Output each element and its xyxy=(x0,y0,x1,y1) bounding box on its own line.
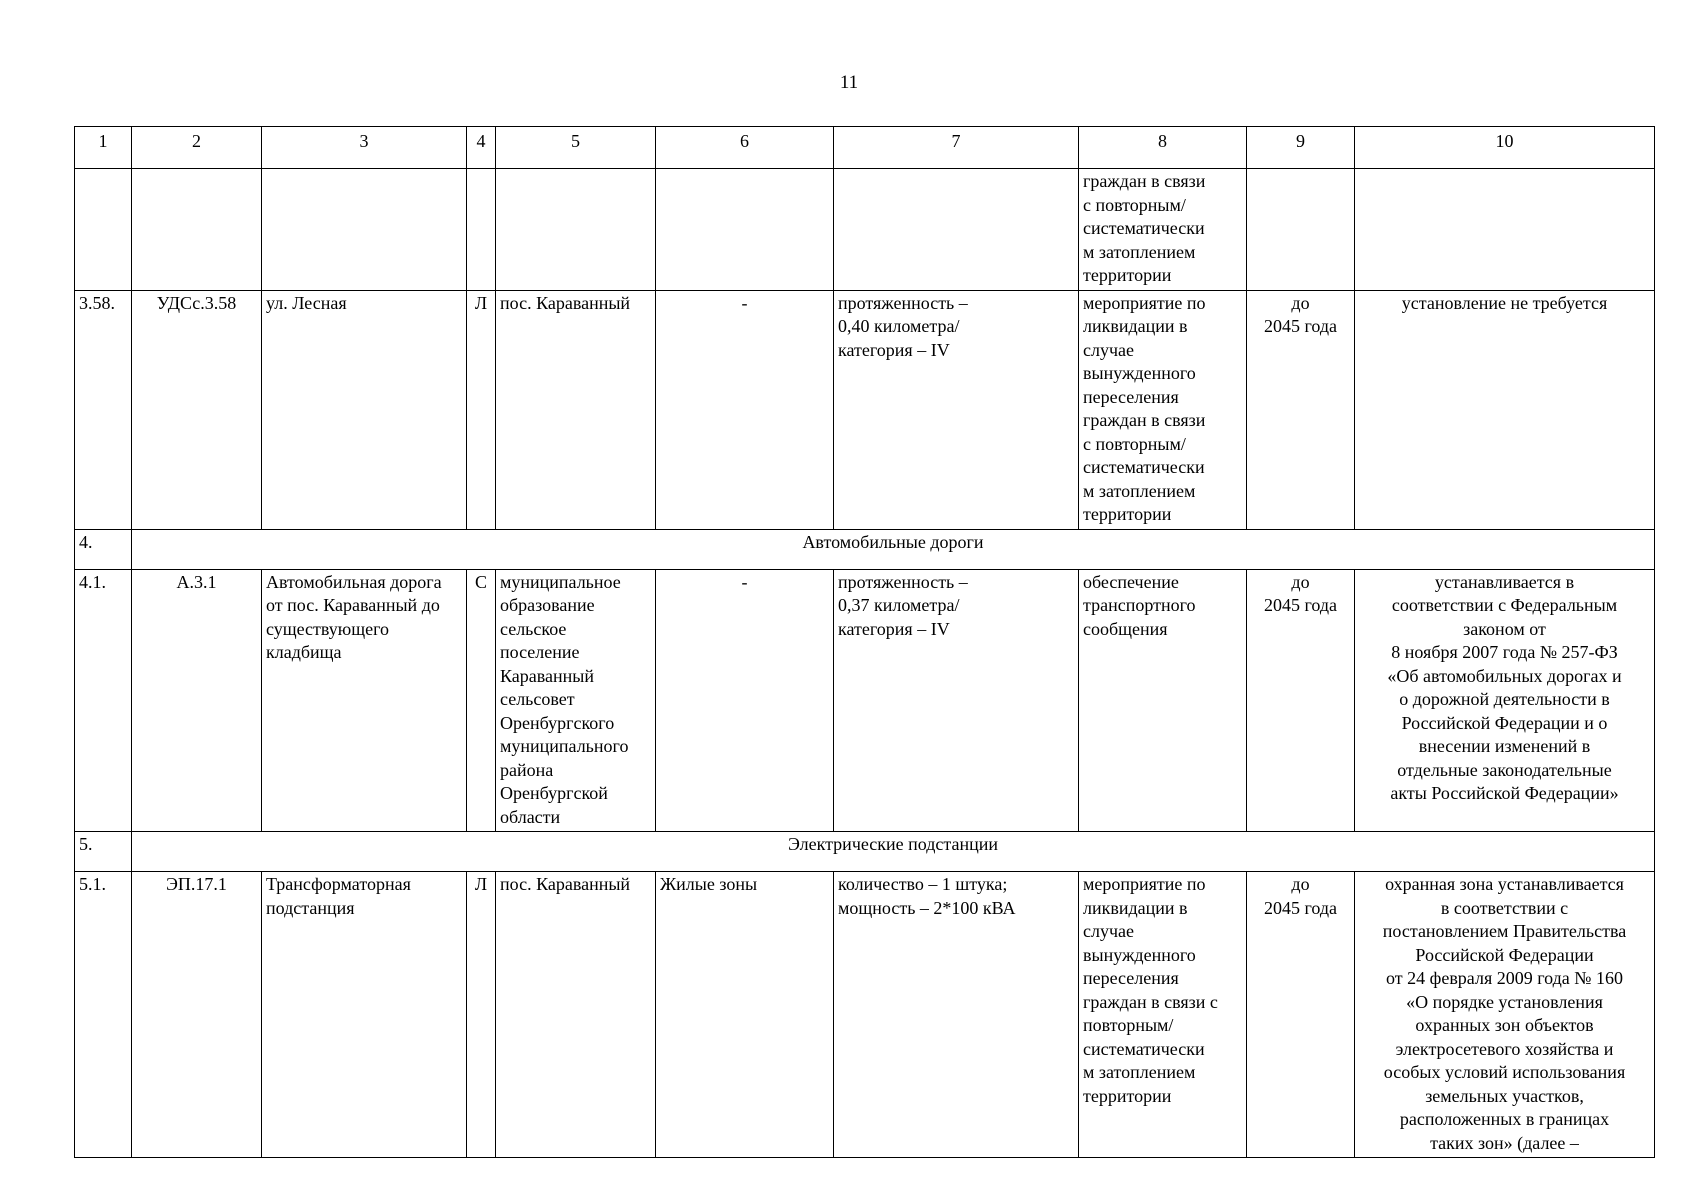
location: пос. Караванный xyxy=(496,290,656,529)
object-name: Автомобильная дорога от пос. Караванный до существующего кладбища xyxy=(262,569,467,832)
header-cell: 3 xyxy=(262,127,467,169)
object-name: Трансформаторная подстанция xyxy=(262,872,467,1158)
zone: - xyxy=(656,569,834,832)
header-cell: 5 xyxy=(496,127,656,169)
object-name: ул. Лесная xyxy=(262,290,467,529)
header-cell: 10 xyxy=(1355,127,1655,169)
location: пос. Караванный xyxy=(496,872,656,1158)
term: до 2045 года xyxy=(1247,569,1355,832)
restriction: установление не требуется xyxy=(1355,290,1655,529)
purpose-cell: граждан в связи с повторным/ систематически м затоплением территории xyxy=(1079,169,1247,291)
term: до 2045 года xyxy=(1247,872,1355,1158)
continuation-row xyxy=(75,169,1655,291)
object-code: А.3.1 xyxy=(132,569,262,832)
zone: Жилые зоны xyxy=(656,872,834,1158)
table-cell xyxy=(656,169,834,291)
table-row xyxy=(75,569,1655,832)
restriction: охранная зона устанавливается в соответствии с постановлением Правительства Российской Федерации от 24 февраля 2009 года № 160 «О порядке установления охранных зон объектов электросетевого хозяйства и особых условий использования земельных участков, расположенных в границах таких зон» (далее – xyxy=(1355,872,1655,1158)
row-number: 4.1. xyxy=(75,569,132,832)
object-code: ЭП.17.1 xyxy=(132,872,262,1158)
table-cell xyxy=(1355,169,1655,291)
section-number: 4. xyxy=(75,529,132,569)
table-cell xyxy=(132,169,262,291)
purpose: мероприятие по ликвидации в случае вынужденного переселения граждан в связи с повторным/ систематически м затоплением территории xyxy=(1079,872,1247,1158)
table-cell xyxy=(262,169,467,291)
row-number: 3.58. xyxy=(75,290,132,529)
location: муниципальное образование сельское поселение Караванный сельсовет Оренбургского муниципального района Оренбургской области xyxy=(496,569,656,832)
table-row xyxy=(75,290,1655,529)
zone: - xyxy=(656,290,834,529)
object-code: УДСс.3.58 xyxy=(132,290,262,529)
header-cell: 2 xyxy=(132,127,262,169)
characteristics: количество – 1 штука; мощность – 2*100 кВА xyxy=(834,872,1079,1158)
table-cell xyxy=(75,169,132,291)
table-cell xyxy=(1247,169,1355,291)
section-number: 5. xyxy=(75,832,132,872)
header-cell: 1 xyxy=(75,127,132,169)
table-cell xyxy=(496,169,656,291)
document-table xyxy=(74,126,1655,1158)
restriction: устанавливается в соответствии с Федеральным законом от 8 ноября 2007 года № 257-ФЗ «Об автомобильных дорогах и о дорожной деятельности в Российской Федерации и о внесении изменений в отдельные законодательные акты Российской Федерации» xyxy=(1355,569,1655,832)
purpose: обеспечение транспортного сообщения xyxy=(1079,569,1247,832)
header-cell: 9 xyxy=(1247,127,1355,169)
status: Л xyxy=(467,872,496,1158)
header-cell: 4 xyxy=(467,127,496,169)
status: Л xyxy=(467,290,496,529)
purpose: мероприятие по ликвидации в случае вынужденного переселения граждан в связи с повторным/ систематически м затоплением территории xyxy=(1079,290,1247,529)
section-title: Электрические подстанции xyxy=(132,832,1655,872)
row-number: 5.1. xyxy=(75,872,132,1158)
characteristics: протяженность – 0,37 километра/ категория – IV xyxy=(834,569,1079,832)
header-cell: 6 xyxy=(656,127,834,169)
status: С xyxy=(467,569,496,832)
section-row xyxy=(75,529,1655,569)
table-cell xyxy=(467,169,496,291)
section-row xyxy=(75,832,1655,872)
section-title: Автомобильные дороги xyxy=(132,529,1655,569)
table-row xyxy=(75,872,1655,1158)
table-cell xyxy=(834,169,1079,291)
page-number: 11 xyxy=(839,72,859,93)
header-cell: 7 xyxy=(834,127,1079,169)
characteristics: протяженность – 0,40 километра/ категория – IV xyxy=(834,290,1079,529)
header-row xyxy=(75,127,1655,169)
header-cell: 8 xyxy=(1079,127,1247,169)
term: до 2045 года xyxy=(1247,290,1355,529)
